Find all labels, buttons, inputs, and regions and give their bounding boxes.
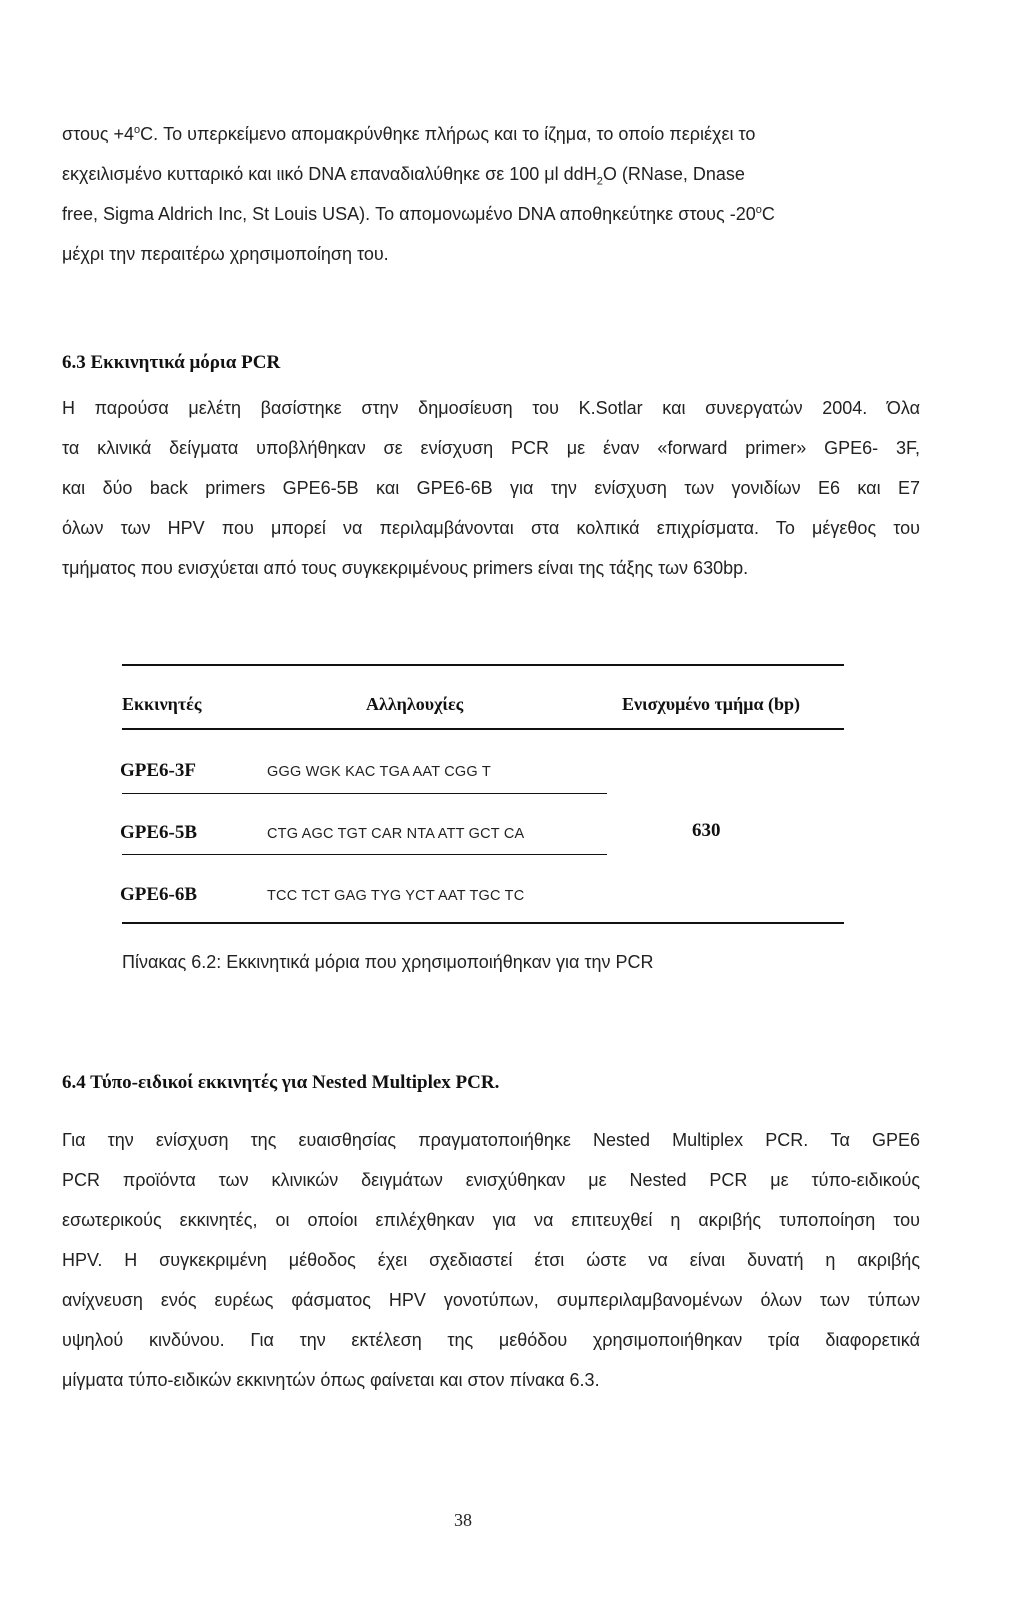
table-amplified-size: 630 [692,820,721,841]
paragraph-line: τμήματος που ενισχύεται από τους συγκεκριμένους primers είναι της τάξης των 630bp. [62,558,749,578]
paragraph-line: τα κλινικά δείγματα υποβλήθηκαν σε ενίσχυση PCR με έναν «forward primer» GPE6- 3F, [62,438,920,458]
table-row-primer: GPE6-6B [120,884,198,905]
table-caption: Πίνακας 6.2: Εκκινητικά μόρια που χρησιμοποιήθηκαν για την PCR [122,952,654,972]
table-row-divider [122,854,607,855]
table-header-primers: Εκκινητές [122,694,202,714]
paragraph-line: υψηλού κινδύνου. Για την εκτέλεση της μεθόδου χρησιμοποιήθηκαν τρία διαφορετικά [62,1330,920,1350]
table-row-divider [122,793,607,794]
paragraph-line: μίγματα τύπο-ειδικών εκκινητών όπως φαίνεται και στον πίνακα 6.3. [62,1370,600,1390]
table-top-rule [122,664,844,666]
paragraph-line: ανίχνευση ενός ευρέως φάσματος HPV γονοτύπων, συμπεριλαμβανομένων όλων των τύπων [62,1290,920,1310]
table-header-rule [122,728,844,730]
intro-line-2: εκχειλισμένο κυτταρικό και ιικό DNA επαναδιαλύθηκε σε 100 μl ddH$_2$O (RNase, Dnase [62,164,745,188]
table-row-sequence: CTG AGC TGT CAR NTA ATT GCT CA [267,826,525,842]
paragraph-line: και δύο back primers GPE6-5B και GPE6-6B για την ενίσχυση των γονιδίων E6 και E7 [62,478,920,498]
intro-line-1: $\sigma\tau o\upsilon\varsigma +4^oC$. Το υπερκείμενο απομακρύνθηκε πλήρως και το ίζημα, το οποίο περιέχει το [62,124,756,144]
paragraph-line: Η παρούσα μελέτη βασίστηκε στην δημοσίευση του K.Sotlar και συνεργατών 2004. Όλα [62,398,920,418]
paragraph-line: όλων των HPV που μπορεί να περιλαμβάνονται στα κολπικά επιχρίσματα. Το μέγεθος του [62,518,920,538]
table-header-amplified-size: Ενισχυμένο τμήμα (bp) [622,694,800,714]
table-row-primer: GPE6-3F [120,760,196,781]
paragraph-line: Για την ενίσχυση της ευαισθησίας πραγματοποιήθηκε Nested Multiplex PCR. Τα GPE6 [62,1130,920,1150]
table-row-sequence: GGG WGK KAC TGA AAT CGG T [267,764,491,780]
section-heading-6-4: 6.4 Τύπο-ειδικοί εκκινητές για Nested Multiplex PCR. [62,1072,500,1093]
intro-line-3: free, Sigma Aldrich Inc, St Louis USA). Το απομονωμένο DNA αποθηκεύτηκε στους $-20^oC$ [62,204,775,224]
section-heading-6-3: 6.3 Εκκινητικά μόρια PCR [62,352,281,373]
table-bottom-rule [122,922,844,924]
page-number: 38 [454,1510,472,1530]
table-row-primer: GPE6-5B [120,822,198,843]
paragraph-line: PCR προϊόντα των κλινικών δειγμάτων ενισχύθηκαν με Nested PCR με τύπο-ειδικούς [62,1170,920,1190]
intro-line-4: μέχρι την περαιτέρω χρησιμοποίηση του. [62,244,389,264]
paragraph-line: εσωτερικούς εκκινητές, οι οποίοι επιλέχθηκαν για να επιτευχθεί η ακριβής τυποποίηση του [62,1210,920,1230]
table-row-sequence: TCC TCT GAG TYG YCT AAT TGC TC [267,888,525,904]
paragraph-line: HPV. Η συγκεκριμένη μέθοδος έχει σχεδιαστεί έτσι ώστε να είναι δυνατή η ακριβής [62,1250,920,1270]
table-header-sequences: Αλληλουχίες [366,694,464,714]
